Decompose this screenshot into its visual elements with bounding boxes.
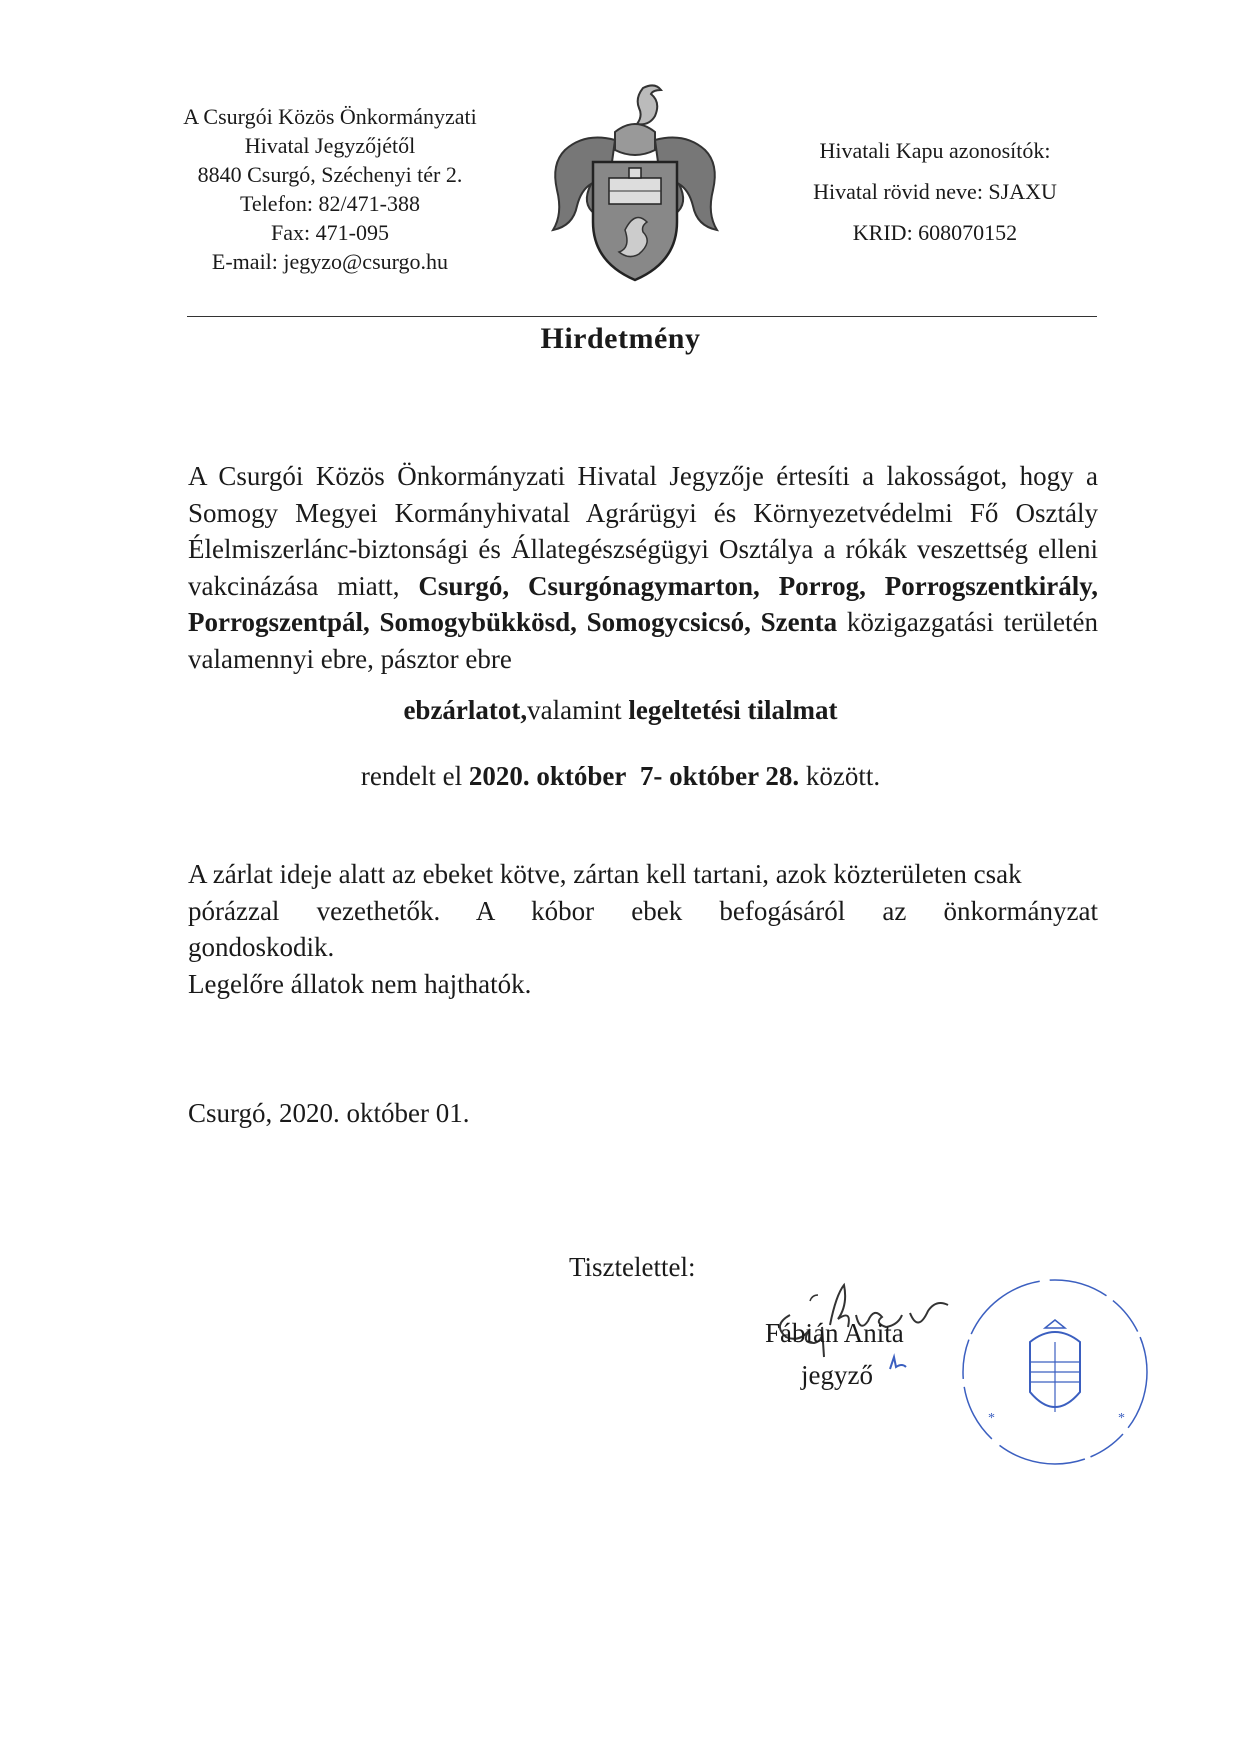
issuer-line: Hivatal Jegyzőjétől [244,133,416,158]
document-title: Hirdetmény [540,322,701,355]
period-line [0,758,1241,794]
order-grazing-ban: legeltetési tilalmat [628,695,838,725]
issuer-email: E-mail: jegyzo@csurgo.hu [211,249,449,274]
settlement-name: Porrogszentkirály, [884,570,1099,601]
issuer-line: Telefon: 82/471-388 [240,191,420,216]
settlement-name: Porrog, [778,570,866,601]
svg-text:*: * [988,1411,995,1426]
closing-salutation: Tisztelettel: [569,1252,696,1282]
settlement-name: Csurgónagymarton, [528,570,760,601]
period-prefix: rendelt el [360,761,469,791]
issuer-line: Fax: 471-095 [271,220,389,245]
hivatali-kapu-ids [785,130,1085,253]
svg-text:*: * [1118,1411,1125,1426]
settlement-name: Szenta [760,607,838,637]
order-conjunction: valamint [527,695,629,725]
period-start: 2020. október [468,761,627,791]
coat-of-arms-icon [545,80,725,285]
order-ban: ebzárlatot, [403,695,528,725]
settlement-name: Somogycsicsó, [586,607,751,637]
period-end: 7- október 28. [639,761,800,791]
restriction-line: pórázzal vezethetők. A kóbor ebek befogásáról az önkormányzat [188,895,1098,926]
settlement-name: Somogybükkösd, [379,607,577,637]
header-divider [187,316,1097,317]
kapu-heading: Hivatali Kapu azonosítók: [819,138,1051,163]
signer-name: Fábián Anita [765,1318,904,1348]
issuer-line: A Csurgói Közös Önkormányzati [183,104,477,129]
announcement-text-a: A Csurgói Közös Önkormányzati Hivatal Jegyzője értesíti a lakosságot, hogy a Somogy Megyei Kormányhivatal Agrárügyi és Környezetvédelmi Fő Osztály Élelmiszerlánc-biztonsági és Állategészségügyi Osztálya a rókák veszettség elleni vakcinázása miatt, [188,461,1098,601]
restriction-line: A zárlat ideje alatt az ebeket kötve, zártan kell tartani, azok közterületen csak [188,859,1022,889]
issuer-address [150,102,510,276]
settlement-name: Csurgó, [418,570,510,601]
period-suffix: között. [799,761,881,791]
restriction-paragraph [188,856,1098,1002]
grazing-note: Legelőre állatok nem hajthatók. [188,968,532,999]
settlement-name: Porrogszentpál, [188,607,370,637]
restriction-line: gondoskodik. [188,932,335,962]
announcement-paragraph [188,458,1098,677]
signer-title: jegyző [801,1360,873,1390]
kapu-krid: KRID: 608070152 [852,220,1018,245]
announcement-text-b: közigazgatási területén valamennyi ebre, pásztor ebre [188,607,1099,674]
kapu-short-name: Hivatal rövid neve: SJAXU [813,179,1057,204]
order-line [0,692,1241,728]
issue-date: Csurgó, 2020. október 01. [188,1098,470,1128]
official-stamp-icon [950,1262,1160,1472]
issuer-line: 8840 Csurgó, Széchenyi tér 2. [197,162,463,187]
